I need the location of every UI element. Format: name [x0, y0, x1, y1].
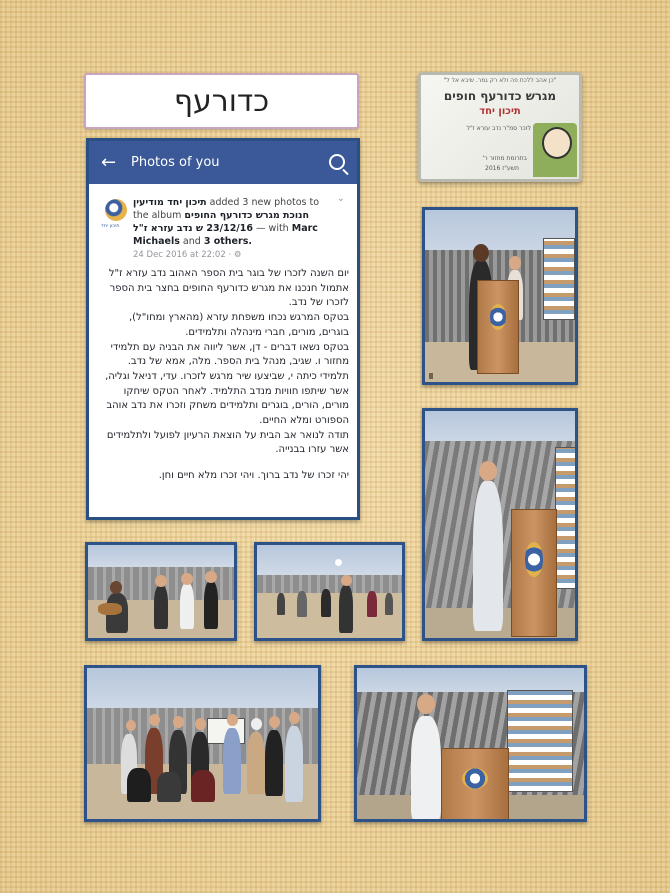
school-logo-icon[interactable] — [105, 199, 127, 221]
post-paragraph: בטקס המרגש נכחו משפחת עזרא (מהארץ ומחו"ל), בוגרים, מורים, חברי מינהלה ותלמידים. — [128, 312, 349, 338]
post-date: 24 Dec 2016 at 22:02 · ⚙ — [133, 250, 242, 260]
facebook-post-screenshot — [86, 138, 360, 520]
album-name[interactable]: חנוכת מגרש כדורעף החופים 23/12/16 ש נדב עזרא ז"ל — [133, 210, 310, 234]
poster-name[interactable]: תיכון יחד מודיעין — [133, 197, 207, 208]
plaque-subtitle: תיכון יחד — [479, 106, 521, 117]
post-body — [101, 267, 349, 484]
photo-speaker-girl — [422, 207, 578, 385]
post-closing: יהי זכרו של נדב ברוך. ויהי זכרו מלא חיים וחן. — [158, 470, 349, 482]
post-paragraph: תודה לנואר אב הבית על הוצאת הרעיון לפועל ולתלמידים אשר עזרו בבנייה. — [106, 429, 349, 456]
photo-guitar-performance — [85, 542, 237, 641]
photo-speaker-man — [422, 408, 578, 641]
chevron-down-icon[interactable]: ⌄ — [336, 193, 345, 204]
photo-group-picture — [84, 665, 321, 822]
plaque-year: תשע"ז 2016 — [485, 165, 519, 172]
plaque-title: מגרש כדורעף חופים — [443, 89, 557, 103]
globe-icon: ⚙ — [233, 250, 242, 260]
with-text: — with — [256, 223, 289, 234]
photo-speaker-board — [354, 665, 587, 822]
tagged-others[interactable]: 3 others. — [203, 236, 252, 247]
post-header — [133, 196, 323, 248]
photo-volleyball-game — [254, 542, 405, 641]
portrait-illustration — [533, 123, 577, 177]
page-title: כדורעף — [173, 83, 270, 119]
memorial-plaque-photo — [418, 72, 582, 182]
search-icon[interactable] — [329, 154, 345, 170]
page-title-box — [84, 73, 359, 129]
post-paragraph: יום השנה לזכרו של בוגר בית הספר האהוב נדב עזרא ז"ל — [108, 268, 349, 279]
post-paragraph: בטקס נשאו דברים - דן, אשר ליווה את הבניה עם תלמידי מחזור ו. שגיב, מנהל בית הספר. מלה, אמא של נדב. תלמידי כיתה י, שביצעו שיר מרגש לזכרו. עדי, דניאל וגליה, אשר שיתפו חוויות מנדב התלמיד. לאחר הטקס שיחקו מורים, הורים, בוגרים ותלמידים משחק וזכרו את נדב אוהב הספורט ומלא החיים. — [105, 341, 349, 427]
post-paragraph: אתמול חנכנו את מגרש כדורעף החופים בחצר בית הספר לזכרו של נדב. — [109, 282, 349, 309]
plaque-donor: בתרומת מחזור ר' — [482, 155, 527, 162]
plaque-top-line: "כן אהב ללכת פה ולא רק גמר. שיבא אל ל" — [443, 77, 557, 84]
tagged-name[interactable]: Marc Michaels — [133, 223, 318, 247]
and-text: and — [182, 236, 201, 247]
post-action: added 3 new photos to the album — [133, 197, 320, 221]
fb-bar-title: Photos of you — [131, 155, 220, 170]
school-logo-caption: תיכון יחד — [101, 223, 120, 229]
plaque-memorial: לזכר סמ"ר נדב עזרא ז"ל — [466, 125, 531, 132]
fb-top-bar — [89, 141, 357, 184]
back-arrow-icon[interactable]: ← — [101, 152, 117, 173]
